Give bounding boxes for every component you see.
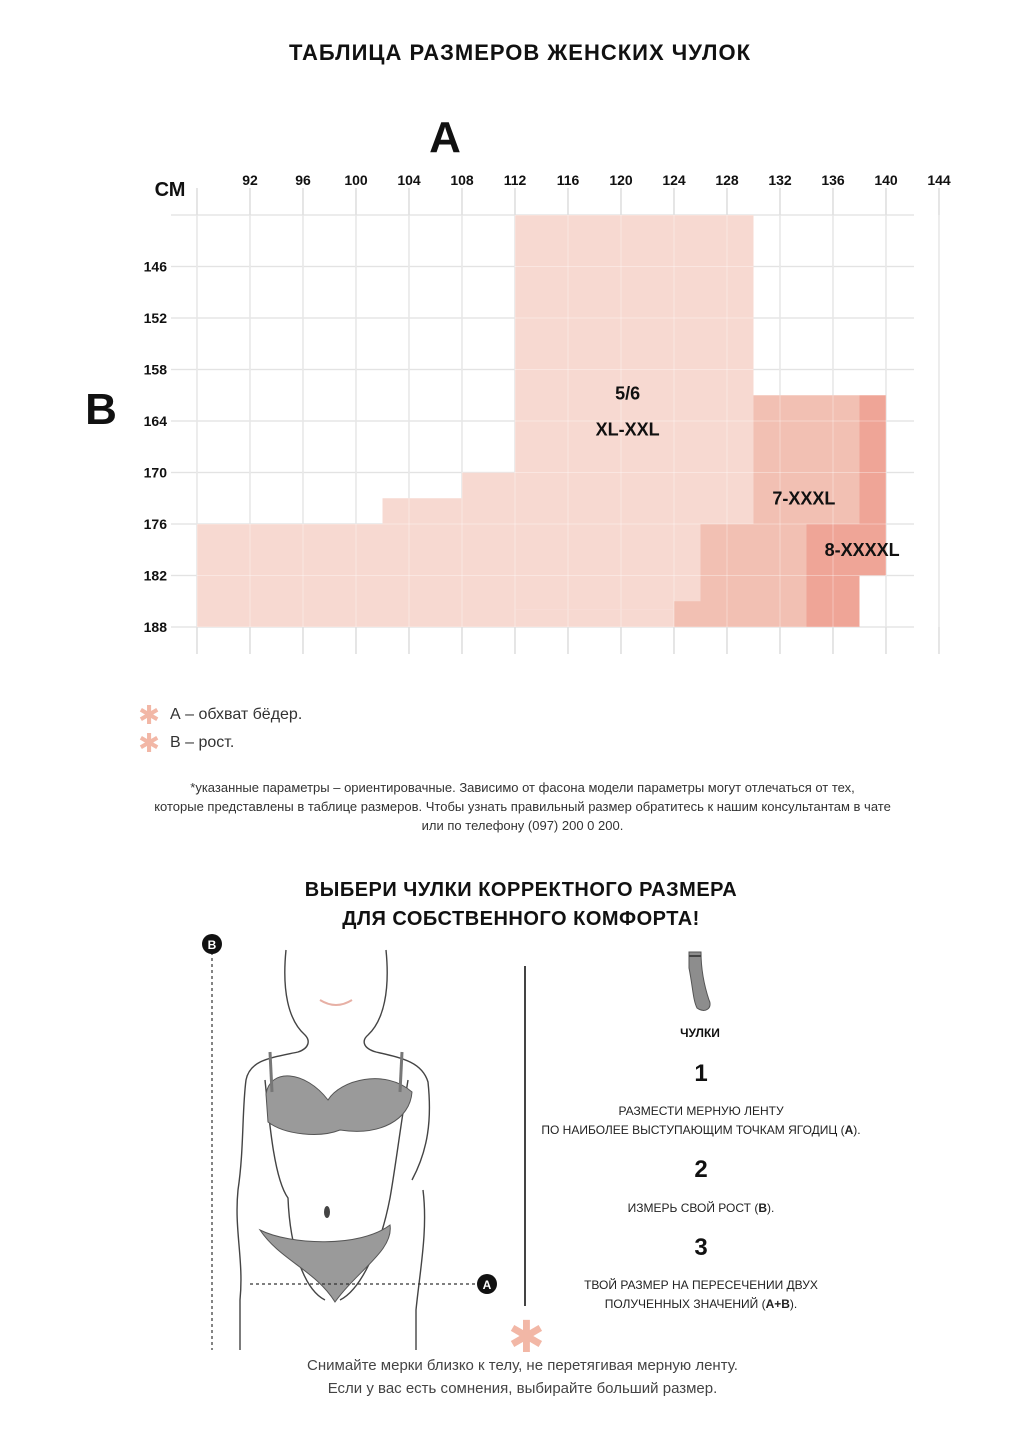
region-label: 7-XXXL (772, 488, 836, 509)
stockings-label: ЧУЛКИ (680, 1026, 720, 1040)
footer-line: Снимайте мерки близко к телу, не перетягивая мерную ленту. (307, 1357, 738, 1374)
legend-item-b (138, 730, 234, 756)
step-1-line: РАЗМЕСТИ МЕРНУЮ ЛЕНТУ (618, 1104, 784, 1118)
x-tick-label: 100 (344, 172, 368, 188)
footer-line: Если у вас есть сомнения, выбирайте больший размер. (327, 1380, 718, 1397)
bra-shape (266, 1076, 412, 1135)
legend-text-b: В – рост. (170, 734, 235, 751)
disclaimer-line: которые представлены в таблице размеров. Чтобы узнать правильный размер обратитесь к нашим консультантам в чате (154, 799, 891, 814)
y-tick-label: 158 (143, 361, 167, 378)
step-2-line: ИЗМЕРЬ СВОЙ РОСТ (В). (627, 1201, 775, 1215)
y-tick-label: 170 (143, 464, 167, 481)
size-chart (0, 100, 1035, 670)
y-tick-label: 164 (143, 413, 167, 429)
step-3-number: 3 (694, 1234, 708, 1261)
y-tick-label: 188 (143, 619, 167, 635)
step-3-line: ПОЛУЧЕННЫХ ЗНАЧЕНИЙ (А+В). (604, 1297, 798, 1311)
x-tick-label: 124 (662, 172, 686, 188)
x-tick-label: 112 (503, 172, 527, 188)
chin-shade (320, 1000, 352, 1005)
disclaimer-line: *указанные параметры – ориентировачные. Зависимо от фасона модели параметры могут отлечаться от тех, (190, 780, 855, 795)
legend-item-a (138, 702, 302, 728)
step-3-text (500, 1276, 902, 1314)
x-tick-label: 140 (874, 172, 898, 188)
y-axis-label: B (85, 385, 117, 434)
step-2-number: 2 (694, 1156, 708, 1183)
asterisk-icon: ✱ (138, 728, 160, 758)
navel (324, 1206, 330, 1218)
x-tick-label: 132 (768, 172, 792, 188)
legend-text-a: А – обхват бёдер. (170, 706, 303, 723)
step-1-line: ПО НАИБОЛЕЕ ВЫСТУПАЮЩИМ ТОЧКАМ ЯГОДИЦ (А). (541, 1123, 861, 1137)
x-axis-label: A (429, 113, 461, 162)
region-sublabel: XL-XXL (595, 419, 660, 440)
step-1-number: 1 (694, 1060, 708, 1087)
body-illustration (190, 930, 510, 1360)
asterisk-icon: ✱ (138, 700, 160, 730)
x-tick-label: 144 (927, 172, 951, 188)
subtitle-line: ВЫБЕРИ ЧУЛКИ КОРРЕКТНОГО РАЗМЕРА (304, 879, 738, 901)
footer-note (0, 1354, 1035, 1400)
size-region-7 (674, 601, 701, 627)
x-tick-label: 120 (609, 172, 633, 188)
step-2-text (500, 1199, 902, 1218)
disclaimer-line: или по телефону (097) 200 0 200. (421, 818, 624, 833)
x-tick-label: 116 (556, 172, 580, 188)
y-tick-label: 146 (143, 258, 167, 275)
panties-shape (260, 1225, 390, 1302)
subtitle-line: ДЛЯ СОБСТВЕННОГО КОМФОРТА! (342, 908, 700, 930)
x-tick-label: 96 (295, 172, 311, 188)
region-label: 5/6 (615, 383, 641, 404)
region-label: 8-XXXXL (824, 539, 900, 560)
unit-label: СМ (154, 179, 186, 201)
marker-a-text: A (482, 1278, 492, 1292)
x-tick-label: 136 (821, 172, 845, 188)
x-tick-label: 128 (715, 172, 739, 188)
y-tick-label: 182 (143, 567, 167, 584)
size-region-5-6 (462, 473, 515, 628)
size-region-5-6 (383, 498, 463, 627)
disclaimer (60, 778, 985, 835)
x-tick-label: 92 (242, 172, 258, 188)
marker-b-text: B (207, 938, 217, 952)
step-1-text (500, 1102, 902, 1140)
asterisk-icon: ✱ (508, 1313, 545, 1362)
size-region-5-6 (515, 610, 674, 627)
section-subtitle (0, 876, 1035, 934)
size-region-5-6 (515, 524, 701, 610)
x-tick-label: 104 (397, 172, 421, 188)
step-3-line: ТВОЙ РАЗМЕР НА ПЕРЕСЕЧЕНИИ ДВУХ (584, 1278, 818, 1292)
page-title: ТАБЛИЦА РАЗМЕРОВ ЖЕНСКИХ ЧУЛОК (288, 40, 752, 65)
stocking-icon (683, 948, 719, 1018)
y-tick-label: 176 (143, 516, 167, 532)
x-tick-label: 108 (450, 172, 474, 188)
y-tick-label: 152 (143, 310, 167, 326)
